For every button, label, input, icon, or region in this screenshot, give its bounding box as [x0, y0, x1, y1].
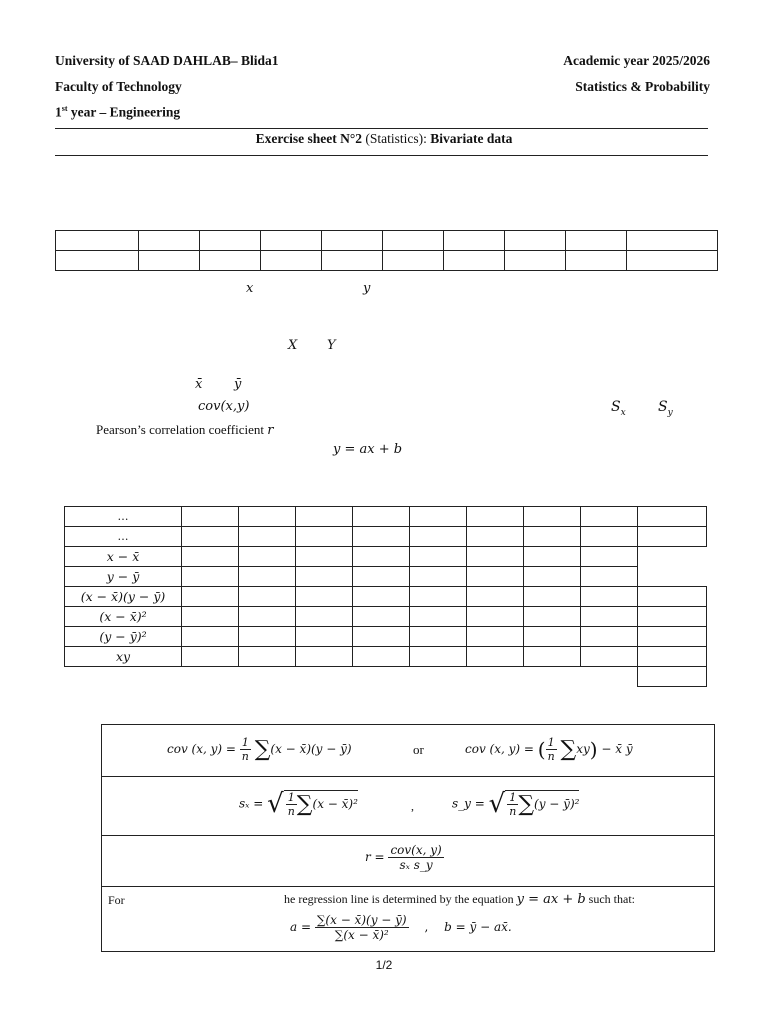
table-row: (x − x̄)²: [65, 607, 707, 627]
table-row: …: [65, 507, 707, 527]
regression-coefficients: a = $\frac{\sum(x - x̄)(y - ȳ)}{\text{∑(x − x̄)²}}$ , b = ȳ − ax̄.: [290, 913, 512, 942]
page-number: 1/2: [375, 958, 393, 972]
academic-year: Academic year 2025/2026: [563, 53, 710, 68]
mean-x: x̄: [195, 377, 203, 392]
table-row: (y − ȳ)²: [65, 627, 707, 647]
pearson-text: Pearson’s correlation coefficient r: [96, 422, 274, 438]
table-row: [65, 667, 707, 687]
formula-box: [101, 724, 715, 952]
table-row: (x − x̄)(y − ȳ): [65, 587, 707, 607]
regression-text: he regression line is determined by the equation y = ax + b such that:: [284, 892, 635, 907]
or-text: or: [413, 742, 424, 757]
table-row: [56, 251, 718, 271]
mean-y: ȳ: [234, 377, 242, 392]
title-top-rule: [55, 128, 708, 129]
table-row: [56, 231, 718, 251]
correlation-formula: r = $\frac{\text{cov(x, y)}}{\text{sₓ s\_y}}$: [102, 836, 714, 887]
std-dev-formulas: sₓ = √ $\frac{1}{n}$ ∑(x − x̄)² , s_y = √ $\frac{1}{n}$ ∑(y − ȳ)²: [102, 777, 714, 836]
table-row: y − ȳ: [65, 567, 707, 587]
page-title: Exercise sheet N°2 (Statistics): Bivariate data: [255, 131, 513, 146]
title-bottom-rule: [55, 155, 708, 156]
var-x: x: [246, 281, 254, 296]
table-row: xy: [65, 647, 707, 667]
course-name: Statistics & Probability: [575, 79, 710, 94]
sy-symbol: $S_y$: [658, 399, 673, 418]
covariance-symbol: cov(x,y): [198, 399, 250, 414]
cap-y: Y: [327, 338, 336, 353]
faculty-name: Faculty of Technology: [55, 79, 182, 94]
table-row: x − x̄: [65, 547, 707, 567]
year-level: 1st year – Engineering: [55, 104, 181, 120]
var-y: y: [363, 281, 371, 296]
university-name: University of SAAD DAHLAB– Blida1: [55, 53, 279, 68]
regression-equation: y = ax + b: [333, 442, 403, 457]
table-row: …: [65, 527, 707, 547]
covariance-formulas: cov (x, y) = $\frac{1}{n}$ ∑(x − x̄)(y − ȳ) or cov (x, y) = ( $\frac{1}{n}$ ∑xy) − x̄ ȳ: [102, 725, 714, 777]
data-table: [55, 230, 718, 271]
sx-symbol: $S_x$: [611, 399, 626, 418]
calculation-table: [64, 506, 707, 687]
for-label: For: [108, 893, 125, 907]
cap-x: X: [288, 338, 298, 353]
